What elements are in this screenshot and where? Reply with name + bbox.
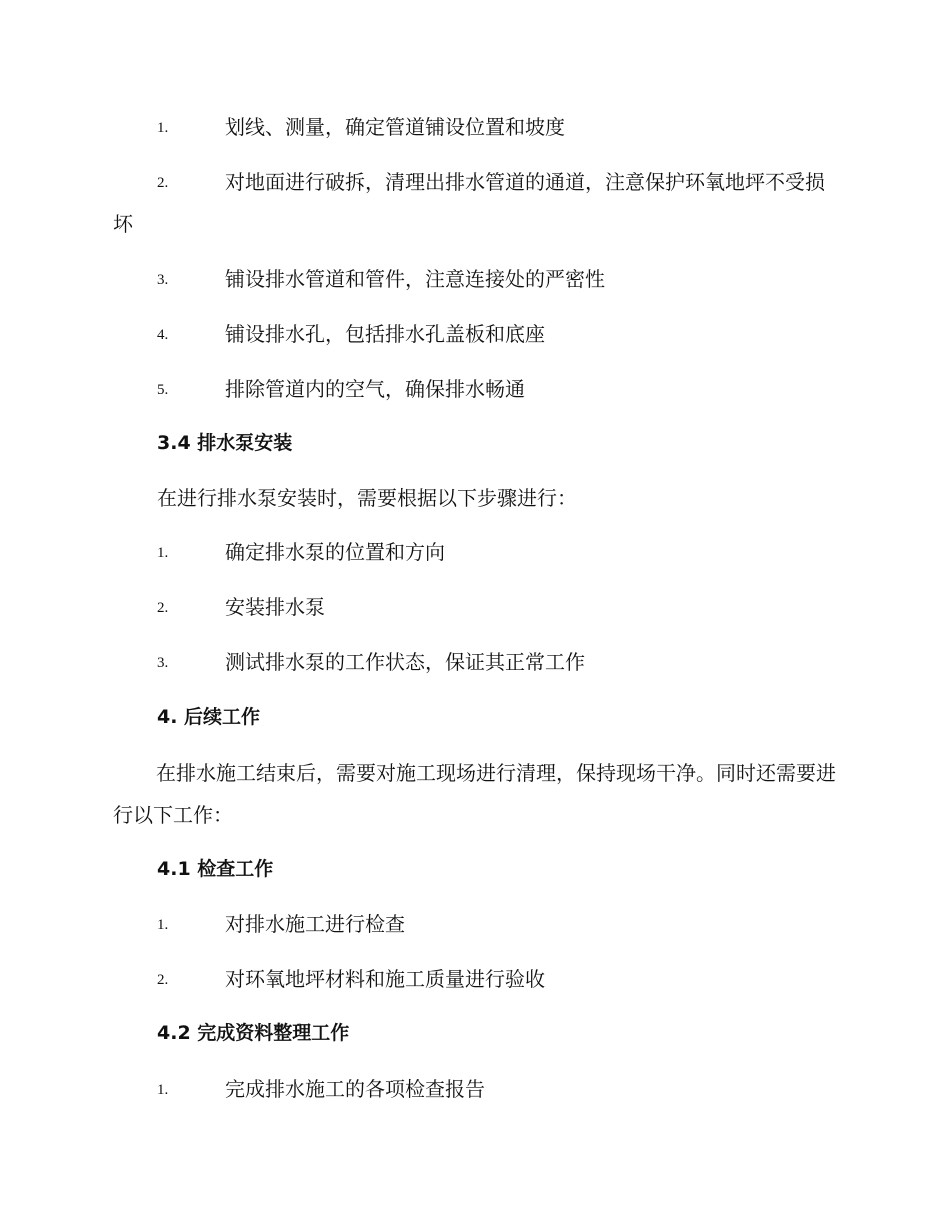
paragraph: 在排水施工结束后，需要对施工现场进行清理，保持现场干净。同时还需要进行以下工作：: [113, 761, 836, 827]
section-heading: 4. 后续工作: [157, 706, 261, 728]
list-item-number: 2.: [157, 972, 169, 988]
list-item-text: 对环氧地坪材料和施工质量进行验收: [225, 967, 545, 991]
list-item-number: 4.: [157, 327, 169, 343]
paragraph: 在进行排水泵安装时，需要根据以下步骤进行：: [157, 486, 577, 510]
list-item-text: 测试排水泵的工作状态，保证其正常工作: [225, 650, 585, 674]
list-item-text: 对排水施工进行检查: [225, 912, 405, 936]
section-heading: 3.4 排水泵安装: [157, 432, 293, 454]
list-item-text: 铺设排水孔，包括排水孔盖板和底座: [225, 322, 545, 346]
list-item-text: 排除管道内的空气，确保排水畅通: [225, 377, 525, 401]
list-item-number: 3.: [157, 272, 169, 288]
list-item-number: 5.: [157, 382, 169, 398]
list-item-number: 1.: [157, 1082, 169, 1098]
list-item-text: 完成排水施工的各项检查报告: [225, 1077, 485, 1101]
section-heading: 4.2 完成资料整理工作: [157, 1022, 350, 1044]
list-item-text: 铺设排水管道和管件，注意连接处的严密性: [225, 267, 605, 291]
list-item-text: 安装排水泵: [225, 595, 325, 619]
list-item-number: 3.: [157, 655, 169, 671]
section-heading: 4.1 检查工作: [157, 858, 274, 880]
list-item-number: 1.: [157, 545, 169, 561]
list-item-number: 1.: [157, 120, 169, 136]
list-item-number: 2.: [157, 600, 169, 616]
list-item-text: 确定排水泵的位置和方向: [225, 540, 445, 564]
list-item-text: 划线、测量，确定管道铺设位置和坡度: [225, 115, 565, 139]
list-item-text-wrapped: 对地面进行破拆，清理出排水管道的通道，注意保护环氧地坪不受损坏: [113, 170, 825, 236]
list-item-number: 1.: [157, 917, 169, 933]
list-item-number: 2.: [157, 175, 169, 191]
